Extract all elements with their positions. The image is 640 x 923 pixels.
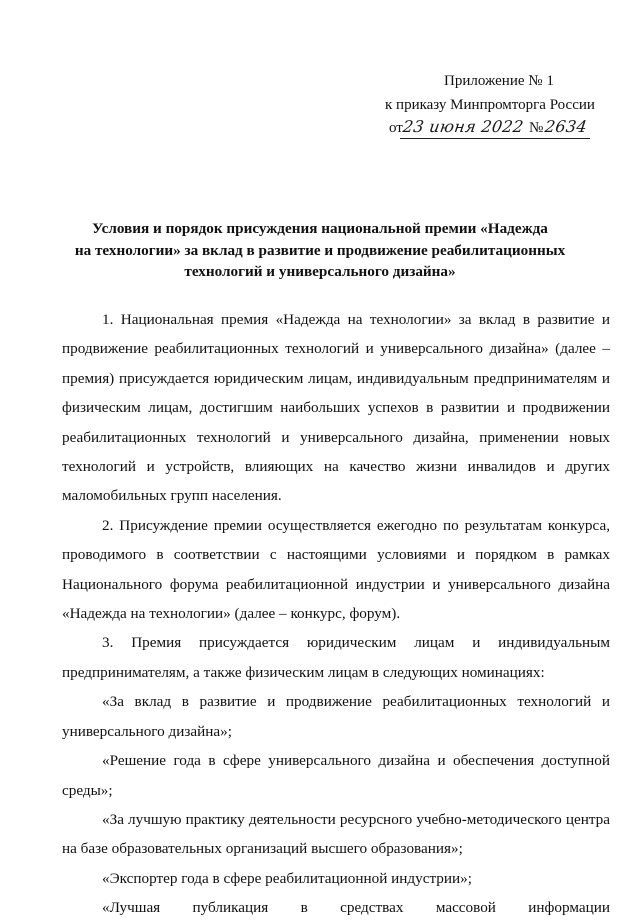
handwritten-date: 23 июня 2022 bbox=[401, 117, 525, 136]
order-date-number bbox=[389, 116, 587, 139]
nomination-1: «За вклад в развитие и продвижение реабилитационных технологий и универсального дизайна»; bbox=[62, 693, 610, 740]
nomination-2: «Решение года в сфере универсального дизайна и обеспечения доступной среды»; bbox=[62, 752, 610, 799]
title-line-2: на технологии» за вклад в развитие и продвижение реабилитационных bbox=[74, 241, 566, 259]
document-body bbox=[62, 305, 610, 923]
date-prefix: от bbox=[389, 120, 403, 136]
number-sign: № bbox=[528, 120, 544, 136]
appendix-number: Приложение № 1 bbox=[444, 73, 554, 89]
paragraph-2: 2. Присуждение премии осуществляется ежегодно по результатам конкурса, проводимого в соответствии с настоящими условиями и порядком в рамках Национального форума реабилитационной индустрии и универсального дизайна «Надежда на технологии» (далее – конкурс, форум). bbox=[62, 516, 610, 623]
handwritten-number: 2634 bbox=[544, 117, 589, 136]
title-line-3: технологий и универсального дизайна» bbox=[184, 263, 456, 280]
paragraph-3: 3. Премия присуждается юридическим лицам и индивидуальным предпринимателям, а также физическим лицам в следующих номинациях: bbox=[62, 634, 610, 681]
paragraph-1: 1. Национальная премия «Надежда на технологии» за вклад в развитие и продвижение реабилитационных технологий и универсального дизайна» (далее – премия) присуждается юридическим лицам, индивидуальным предпринимателям и физическим лицам, достигшим наибольших успехов в развитии и продвижении реабилитационных технологий и универсального дизайна, применении новых технологий и устройств, влияющих на качество жизни инвалидов и других маломобильных групп населения. bbox=[62, 311, 610, 505]
title-line-1: Условия и порядок присуждения национальной премии «Надежда bbox=[92, 220, 548, 237]
date-underline bbox=[400, 138, 590, 139]
nomination-4: «Экспортер года в сфере реабилитационной индустрии»; bbox=[102, 869, 472, 887]
order-reference: к приказу Минпромторга России bbox=[385, 97, 595, 113]
document-title bbox=[60, 218, 580, 283]
nomination-3: «За лучшую практику деятельности ресурсного учебно-методического центра на базе образовательных организаций высшего образования»; bbox=[62, 810, 610, 858]
nomination-5: «Лучшая публикация в средствах массовой информации bbox=[102, 899, 610, 917]
